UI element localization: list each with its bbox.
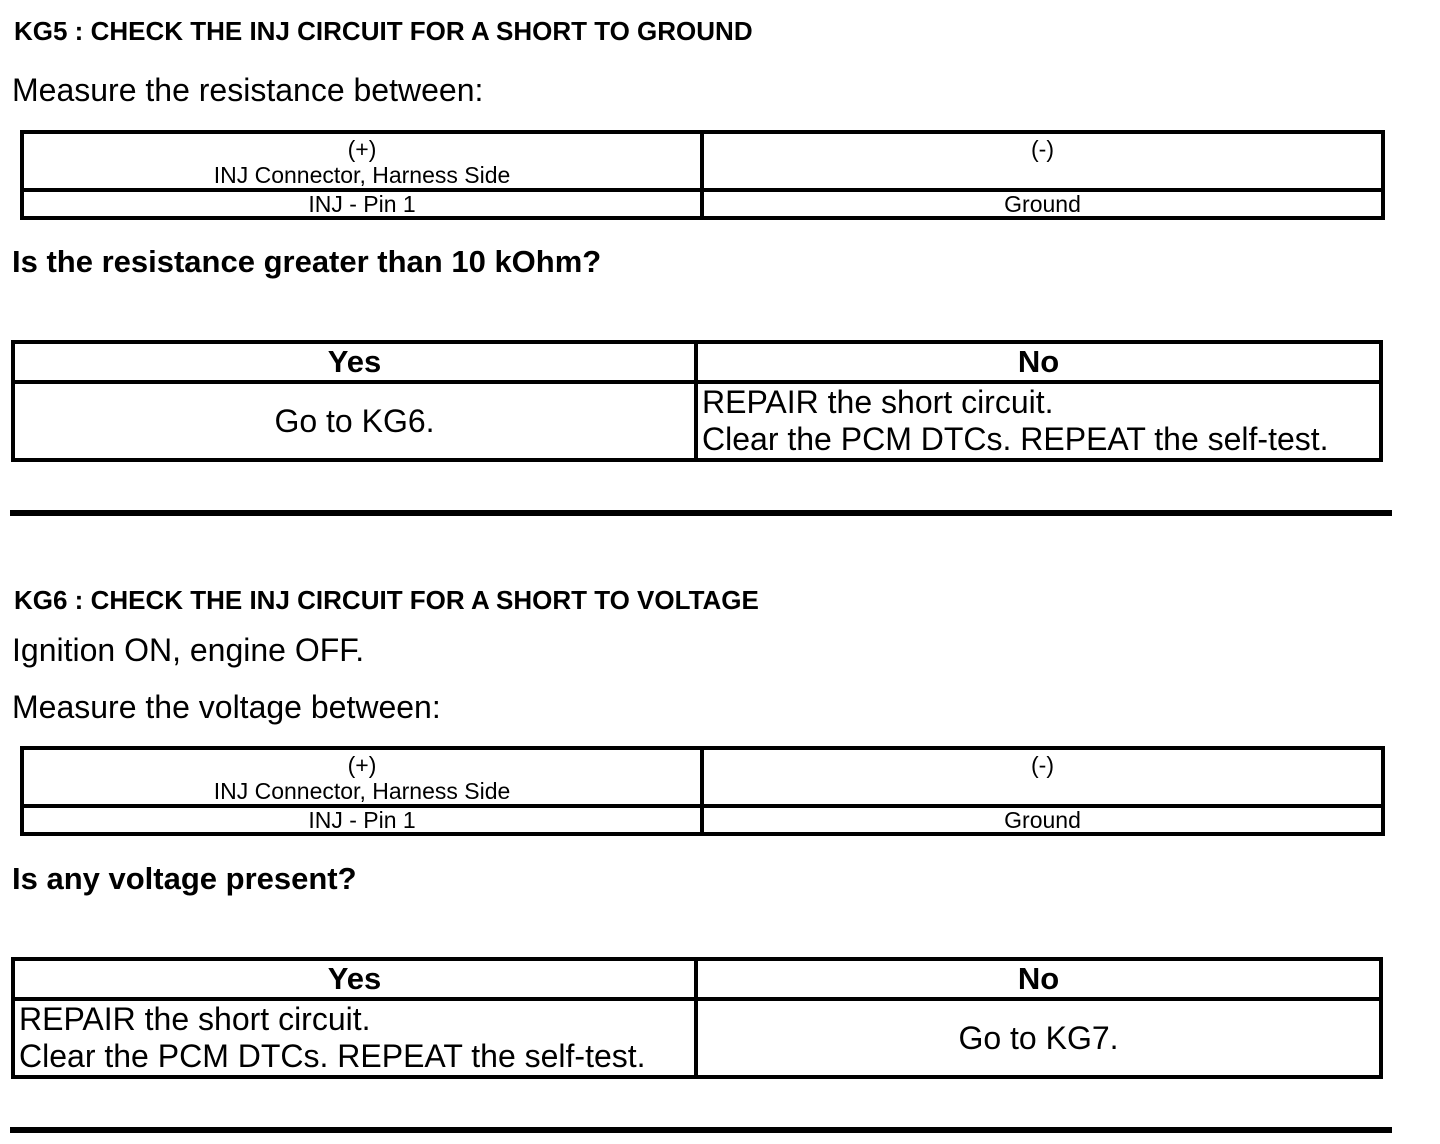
yes-action-line-1: REPAIR the short circuit. (19, 1001, 371, 1037)
kg5-instruction: Measure the resistance between: (12, 72, 484, 108)
yes-action: Go to KG6. (13, 382, 696, 460)
no-header: No (696, 959, 1381, 999)
measurement-header-row (22, 132, 1383, 190)
minus-terminal-value: Ground (702, 190, 1383, 218)
minus-terminal-value: Ground (702, 806, 1383, 834)
kg5-measurement-table (20, 130, 1385, 220)
minus-terminal-header (702, 132, 1383, 190)
kg5-question: Is the resistance greater than 10 kOhm? (12, 244, 602, 279)
kg6-measurement-table (20, 746, 1385, 836)
kg6-step-title: KG6 : CHECK THE INJ CIRCUIT FOR A SHORT TO VOLTAGE (14, 585, 759, 615)
plus-terminal-header (22, 132, 702, 190)
kg6-question: Is any voltage present? (12, 861, 357, 896)
measurement-value-row (22, 806, 1383, 834)
yes-action (13, 999, 696, 1077)
result-action-row (13, 382, 1381, 460)
plus-connector-label: INJ Connector, Harness Side (213, 162, 511, 188)
kg5-result-table (11, 340, 1383, 462)
minus-terminal-header (702, 748, 1383, 806)
no-action: Go to KG7. (696, 999, 1381, 1077)
no-action-line-1: REPAIR the short circuit. (702, 384, 1054, 420)
minus-label: (-) (1031, 136, 1054, 162)
plus-connector-label: INJ Connector, Harness Side (213, 778, 511, 804)
result-action-row (13, 999, 1381, 1077)
yes-action-line-2: Clear the PCM DTCs. REPEAT the self-test. (19, 1038, 646, 1074)
result-header-row (13, 342, 1381, 382)
measurement-header-row (22, 748, 1383, 806)
kg5-step-title: KG5 : CHECK THE INJ CIRCUIT FOR A SHORT TO GROUND (14, 16, 753, 46)
no-action (696, 382, 1381, 460)
kg6-precondition: Ignition ON, engine OFF. (12, 632, 365, 668)
no-header: No (696, 342, 1381, 382)
plus-terminal-header (22, 748, 702, 806)
yes-header: Yes (13, 342, 696, 382)
no-action-line-2: Clear the PCM DTCs. REPEAT the self-test. (702, 421, 1329, 457)
plus-label: (+) (347, 136, 377, 162)
section-divider (10, 1127, 1392, 1133)
measurement-value-row (22, 190, 1383, 218)
kg6-result-table (11, 957, 1383, 1079)
minus-label: (-) (1031, 752, 1054, 778)
yes-header: Yes (13, 959, 696, 999)
plus-terminal-value: INJ - Pin 1 (22, 806, 702, 834)
result-header-row (13, 959, 1381, 999)
section-divider (10, 510, 1392, 516)
kg6-instruction: Measure the voltage between: (12, 689, 441, 725)
plus-label: (+) (347, 752, 377, 778)
plus-terminal-value: INJ - Pin 1 (22, 190, 702, 218)
